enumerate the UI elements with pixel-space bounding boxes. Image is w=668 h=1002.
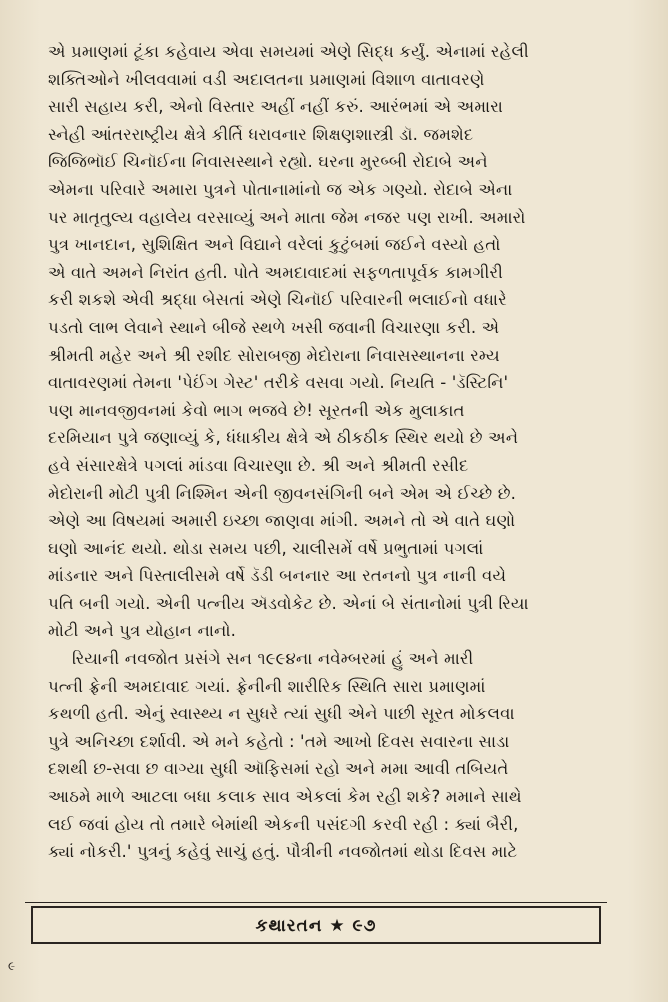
text-line: એમના પરિવારે અમારા પુત્રને પોતાનામાંનો જ એક ગણ્યો. રોદાબે એના [48,179,513,199]
text-line: એ વાતે અમને નિરાંત હતી. પોતે અમદાવાદમાં સફળતાપૂર્વક કામગીરી [48,262,503,282]
text-line: એ પ્રમાણમાં ટૂંકા કહેવાય એવા સમયમાં એણે સિદ્ધ કર્યું. એનામાં રહેલી [48,42,529,61]
body-text [48,38,622,866]
text-line: શક્તિઓને ખીલવવામાં વડી અદાલતના પ્રમાણમાં વિશાળ વાતાવરણે [48,69,485,89]
text-line: સારી સહાય કરી, એનો વિસ્તાર અહીં નહીં કરું. આરંભમાં એ અમારા [48,97,503,117]
text-line: ક્યાં નોકરી.' પુત્રનું કહેવું સાચું હતું. પૌત્રીની નવજોતમાં થોડા દિવસ માટે [48,842,518,862]
text-line: દરમિયાન પુત્રે જણાવ્યું કે, ધંધાકીય ક્ષેત્રે એ ઠીકઠીક સ્થિર થયો છે અને [48,428,519,448]
text-line: મેદોરાની મોટી પુત્રી નિશ્મિન એની જીવનસંગિની બને એમ એ ઈચ્છે છે. [48,483,517,503]
text-line: શ્રીમતી મહેર અને શ્રી રશીદ સોરાબજી મેદોરાના નિવાસસ્થાનના રમ્ય [48,345,500,365]
text-line: કથળી હતી. એનું સ્વાસ્થ્ય ન સુધરે ત્યાં સુધી એને પાછી સૂરત મોકલવા [48,704,515,724]
text-line: પર માતૃતુલ્ય વહાલેય વરસાવ્યું અને માતા જેમ નજર પણ રાખી. અમારો [48,207,526,227]
text-line: આઠમે માળે આટલા બધા કલાક સાવ એકલાં કેમ રહી શકે? મમાને સાથે [48,787,522,807]
page-edge-mark: ૯ [8,959,16,973]
page-footer [31,906,601,944]
text-line: ઘણો આનંદ થયો. થોડા સમય પછી, ચાલીસમેં વર્ષે પ્રભુતામાં પગલાં [48,538,484,558]
paragraph-start-line: રિયાની નવજોત પ્રસંગે સન ૧૯૯૪ના નવેમ્બરમાં હું અને મારી [72,649,474,669]
text-line: પત્ની ફ્રેની અમદાવાદ ગયાં. ફ્રેનીની શારીરિક સ્થિતિ સારા પ્રમાણમાં [48,676,486,696]
text-line: પણ માનવજીવનમાં કેવો ભાગ ભજવે છે! સૂરતની એક મુલાકાત [48,400,465,420]
text-line: એણે આ વિષયમાં અમારી ઇચ્છા જાણવા માંગી. અમને તો એ વાતે ઘણો [48,511,516,531]
text-line: પડતો લાભ લેવાને સ્થાને બીજે સ્થળે ખસી જવાની વિચારણા કરી. એ [48,317,500,337]
footer-title: કથારતન ★ ૯૭ [255,916,377,936]
text-line: પુત્ર ખાનદાન, સુશિક્ષિત અને વિદ્યાને વરેલાં કુટુંબમાં જઈને વસ્યો હતો [48,235,501,255]
text-line: દશથી છ-સવા છ વાગ્યા સુધી ઑફિસમાં રહો અને મમા આવી તબિયતે [48,759,509,779]
text-line: જિજિભૉઈ ચિનૉઈના નિવાસસ્થાને રહ્યો. ઘરના મુરબ્બી રોદાબે અને [48,152,488,172]
text-line: હવે સંસારક્ષેત્રે પગલાં માંડવા વિચારણા છે. શ્રી અને શ્રીમતી રસીદ [48,455,469,475]
text-line: લઈ જવાં હોય તો તમારે બેમાંથી એકની પસંદગી કરવી રહી : ક્યાં બૈરી, [48,814,519,834]
text-line: માંડનાર અને પિસ્તાલીસમે વર્ષે ડૅડી બનનાર આ રતનનો પુત્ર નાની વયે [48,566,507,586]
text-line: કરી શકશે એવી શ્રદ્ધા બેસતાં એણે ચિનૉઈ પરિવારની ભલાઈનો વધારે [48,290,507,310]
text-line: મોટી અને પુત્ર યોહાન નાનો. [48,621,236,641]
text-line: પુત્રે અનિચ્છા દર્શાવી. એ મને કહેતો : 'તમે આખો દિવસ સવારના સાડા [48,731,510,751]
text-line: પતિ બની ગયો. એની પત્નીય ઍડવોકેટ છે. એનાં બે સંતાનોમાં પુત્રી રિયા [48,593,529,613]
text-line: વાતાવરણમાં તેમના 'પેઈંગ ગેસ્ટ' તરીકે વસવા ગયો. નિયતિ - 'ડૅસ્ટિનિ' [48,373,509,393]
text-line: સ્નેહી આંતરરાષ્ટ્રીય ક્ષેત્રે કીર્તિ ધરાવનાર શિક્ષણશાસ્ત્રી ડૉ. જમશેદ [48,124,474,144]
